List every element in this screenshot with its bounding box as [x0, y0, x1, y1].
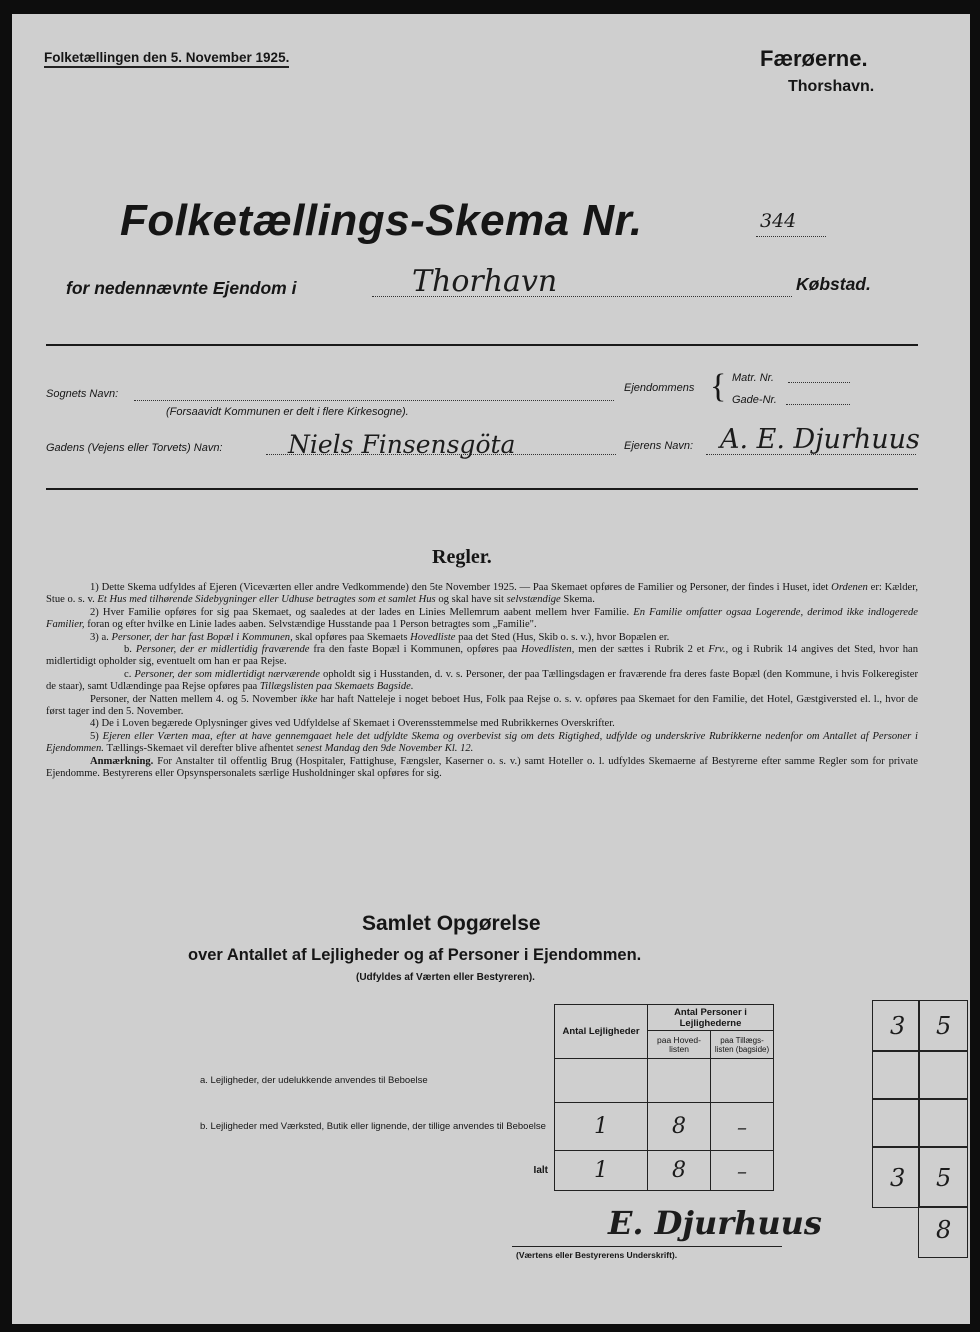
summary-subtitle: over Antallet af Lejligheder og af Personer i Ejendommen.	[188, 946, 642, 964]
tally-box	[872, 1000, 968, 1258]
parish-note: (Forsaavidt Kommunen er delt i flere Kirkesogne).	[166, 406, 409, 418]
col-apartments: Antal Lejligheder	[555, 1005, 648, 1059]
census-form-page	[12, 14, 970, 1324]
row-b-label: b. Lejligheder med Værksted, Butik eller lignende, der tillige anvendes til Beboelse	[200, 1120, 546, 1132]
kobstad-label: Købstad.	[796, 274, 871, 294]
street-handwritten: Niels Finsensgöta	[288, 430, 516, 459]
place-handwritten: Thorhavn	[412, 264, 558, 299]
rule-5: 5) Ejeren eller Værten maa, efter at have gennemgaaet hele det udfyldte Skema og overbevist sig om dets Rigtighed, udfylde og underskrive Rubrikkerne nedenfor om Antallet af Personer i Ejendommen. Tællings-Skemaet vil derefter blive afhentet senest Mandag den 9de November Kl. 12.	[46, 730, 918, 755]
rules-heading: Regler.	[432, 546, 492, 568]
total-main: 8	[648, 1151, 711, 1191]
signature-line	[512, 1246, 782, 1247]
signature-handwritten: E. Djurhuus	[608, 1204, 822, 1242]
property-label: Ejendommens	[624, 382, 695, 394]
owner-label: Ejerens Navn:	[624, 440, 694, 452]
col-persons: Antal Personer i Lejlighederne	[648, 1005, 774, 1031]
total-apartments: 1	[555, 1151, 648, 1191]
rules-text	[46, 582, 918, 781]
table-row	[180, 1103, 774, 1151]
tally-r1c2: 5	[936, 1012, 952, 1040]
tally-r5c2: 8	[936, 1216, 952, 1244]
total-supplement: –	[711, 1151, 774, 1191]
signature-caption: (Værtens eller Bestyrerens Underskrift).	[516, 1250, 678, 1260]
rule-4: 4) De i Loven begærede Oplysninger gives ved Udfyldelse af Skemaet i Overensstemmelse med Rubrikkernes Overskrifter.	[90, 718, 615, 730]
table-row	[180, 1059, 774, 1103]
census-title: Folketællingen den 5. November 1925.	[44, 50, 289, 68]
region-label: Færøerne.	[760, 46, 868, 71]
rule-note: Anmærkning. For Anstalter til offentlig Brug (Hospitaler, Fattighuse, Fængsler, Kaserner o. s. v.) samt Hoteller o. l. udfyldes Skemaerne af Bestyrerne efter samme Regler som for private Ejendomme. Bestyrerens eller Opsynspersonalets særlige Husholdninger skal opføres for sig.	[46, 755, 918, 780]
tally-r4c2: 5	[936, 1164, 952, 1192]
rule-2: 2) Hver Familie opføres for sig paa Skemaet, og saaledes at der lades en Linies Mellemrum aabent mellem hver Familie. En Familie omfatter ogsaa Logerende, derimod ikke indlogerede Familier, foran og efter hvilke en Linie lades aaben. Selvstændige Husstande paa 1 Person betragtes som „Familie".	[46, 606, 918, 631]
table-row	[180, 1151, 774, 1191]
street-number-label: Gade-Nr.	[732, 394, 777, 406]
town-label: Thorshavn.	[788, 78, 875, 95]
owner-handwritten: A. E. Djurhuus	[720, 424, 920, 455]
matr-label: Matr. Nr.	[732, 372, 774, 384]
rule-3a: 3) a. Personer, der har fast Bopæl i Kommunen, skal opføres paa Skemaets Hovedliste paa det Sted (Hus, Skib o. s. v.), hvor Bopælen er.	[90, 631, 670, 643]
summary-note: (Udfyldes af Værten eller Bestyreren).	[356, 972, 535, 983]
summary-title: Samlet Opgørelse	[362, 912, 541, 935]
row-b-supplement: –	[711, 1103, 774, 1151]
row-a-label: a. Lejligheder, der udelukkende anvendes til Beboelse	[200, 1075, 428, 1086]
tally-r1c1: 3	[890, 1012, 906, 1040]
form-title: Folketællings-Skema Nr.	[120, 196, 643, 245]
row-b-main: 8	[648, 1103, 711, 1151]
col-supplement-list: paa Tillægs-listen (bagside)	[711, 1031, 774, 1059]
form-number: 344	[760, 210, 797, 232]
col-main-list: paa Hoved-listen	[648, 1031, 711, 1059]
tally-r4c1: 3	[890, 1164, 906, 1192]
total-label: Ialt	[533, 1165, 548, 1176]
property-location-label: for nedennævnte Ejendom i	[66, 278, 297, 298]
row-b-apartments: 1	[555, 1103, 648, 1151]
rule-3c: c. Personer, der som midlertidigt nærværende opholdt sig i Husstanden, d. v. s. Personer, der paa Tællingsdagen er fraværende fra deres faste Bopæl (den Kommune, i hvis Folkeregister de staar), samt Udlændinge paa Rejse opføres paa Tillægslisten paa Skemaets Bagside.	[46, 668, 918, 693]
rule-3d: Personer, der Natten mellem 4. og 5. November ikke har haft Natteleje i noget beboet Hus, Folk paa Rejse o. s. v. opføres paa Skemaet for den Familie, det Hotel, Gæstgiversted el. l., hvor de først tager ind den 5. November.	[46, 693, 918, 718]
brace-icon: {	[710, 368, 727, 405]
street-label: Gadens (Vejens eller Torvets) Navn:	[46, 442, 223, 454]
summary-table	[180, 1004, 774, 1191]
rule-3b: b. Personer, der er midlertidig fraværende fra den faste Bopæl i Kommunen, opføres paa Hovedlisten, men der sættes i Rubrik 2 et Frv., og i Rubrik 14 angives det Sted, hvor han midlertidigt opholder sig, eventuelt om han er paa Rejse.	[46, 644, 918, 668]
parish-label: Sognets Navn:	[46, 388, 119, 400]
rule-1: 1) Dette Skema udfyldes af Ejeren (Viceværten eller andre Vedkommende) den 5te November 1925. — Paa Skemaet opføres de Familier og Personer, der findes i Huset, idet Ordenen er: Kælder, Stue o. s. v. Et Hus med tilhørende Sidebygninger eller Udhuse betragtes som et samlet Hus og skal have sit selvstændige Skema.	[46, 582, 918, 606]
